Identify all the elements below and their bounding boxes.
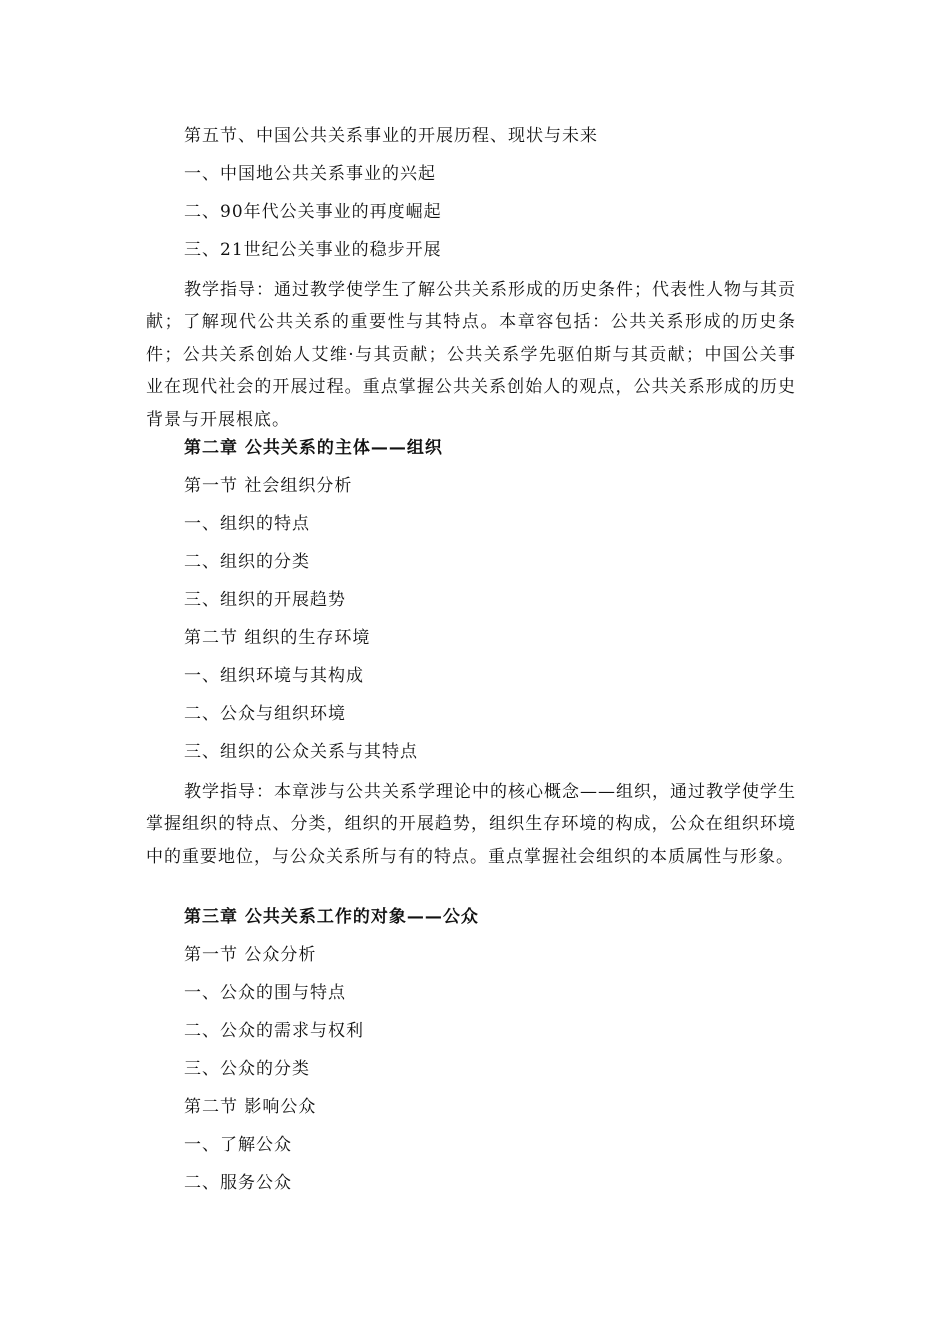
outline-item: 三、组织的公众关系与其特点: [184, 742, 418, 762]
outline-item: 一、组织环境与其构成: [184, 666, 364, 686]
outline-item: 二、公众的需求与权利: [184, 1021, 364, 1041]
section-heading: 第五节、中国公共关系事业的开展历程、现状与未来: [184, 126, 598, 146]
teaching-guide-paragraph: 教学指导：通过教学使学生了解公共关系形成的历史条件；代表性人物与其贡献；了解现代公共关系的重要性与其特点。本章容包括：公共关系形成的历史条件；公共关系创始人艾维·与其贡献；公共关系学先驱伯斯与其贡献；中国公关事业在现代社会的开展过程。重点掌握公共关系创始人的观点，公共关系形成的历史背景与开展根底。: [146, 280, 796, 430]
chapter-title: 第二章 公共关系的主体——组织: [184, 438, 443, 458]
outline-item: 三、组织的开展趋势: [184, 590, 346, 610]
outline-item: 二、组织的分类: [184, 552, 310, 572]
outline-item: 二、公众与组织环境: [184, 704, 346, 724]
chapter-title: 第三章 公共关系工作的对象——公众: [184, 907, 479, 927]
outline-item: 一、组织的特点: [184, 514, 310, 534]
section-heading: 第一节 公众分析: [184, 945, 317, 965]
teaching-guide-paragraph: 教学指导：本章涉与公共关系学理论中的核心概念——组织，通过教学使学生掌握组织的特点、分类，组织的开展趋势，组织生存环境的构成，公众在组织环境中的重要地位，与公众关系所与有的特点。重点掌握社会组织的本质属性与形象。: [146, 782, 796, 867]
section-heading: 第二节 组织的生存环境: [184, 628, 371, 648]
outline-item: 二、服务公众: [184, 1173, 292, 1193]
outline-item: 三、21世纪公关事业的稳步开展: [184, 240, 442, 260]
section-heading: 第一节 社会组织分析: [184, 476, 353, 496]
outline-item: 三、公众的分类: [184, 1059, 310, 1079]
section-heading: 第二节 影响公众: [184, 1097, 317, 1117]
outline-item: 二、90年代公关事业的再度崛起: [184, 202, 442, 222]
outline-item: 一、中国地公共关系事业的兴起: [184, 164, 436, 184]
outline-item: 一、公众的围与特点: [184, 983, 346, 1003]
outline-item: 一、了解公众: [184, 1135, 292, 1155]
